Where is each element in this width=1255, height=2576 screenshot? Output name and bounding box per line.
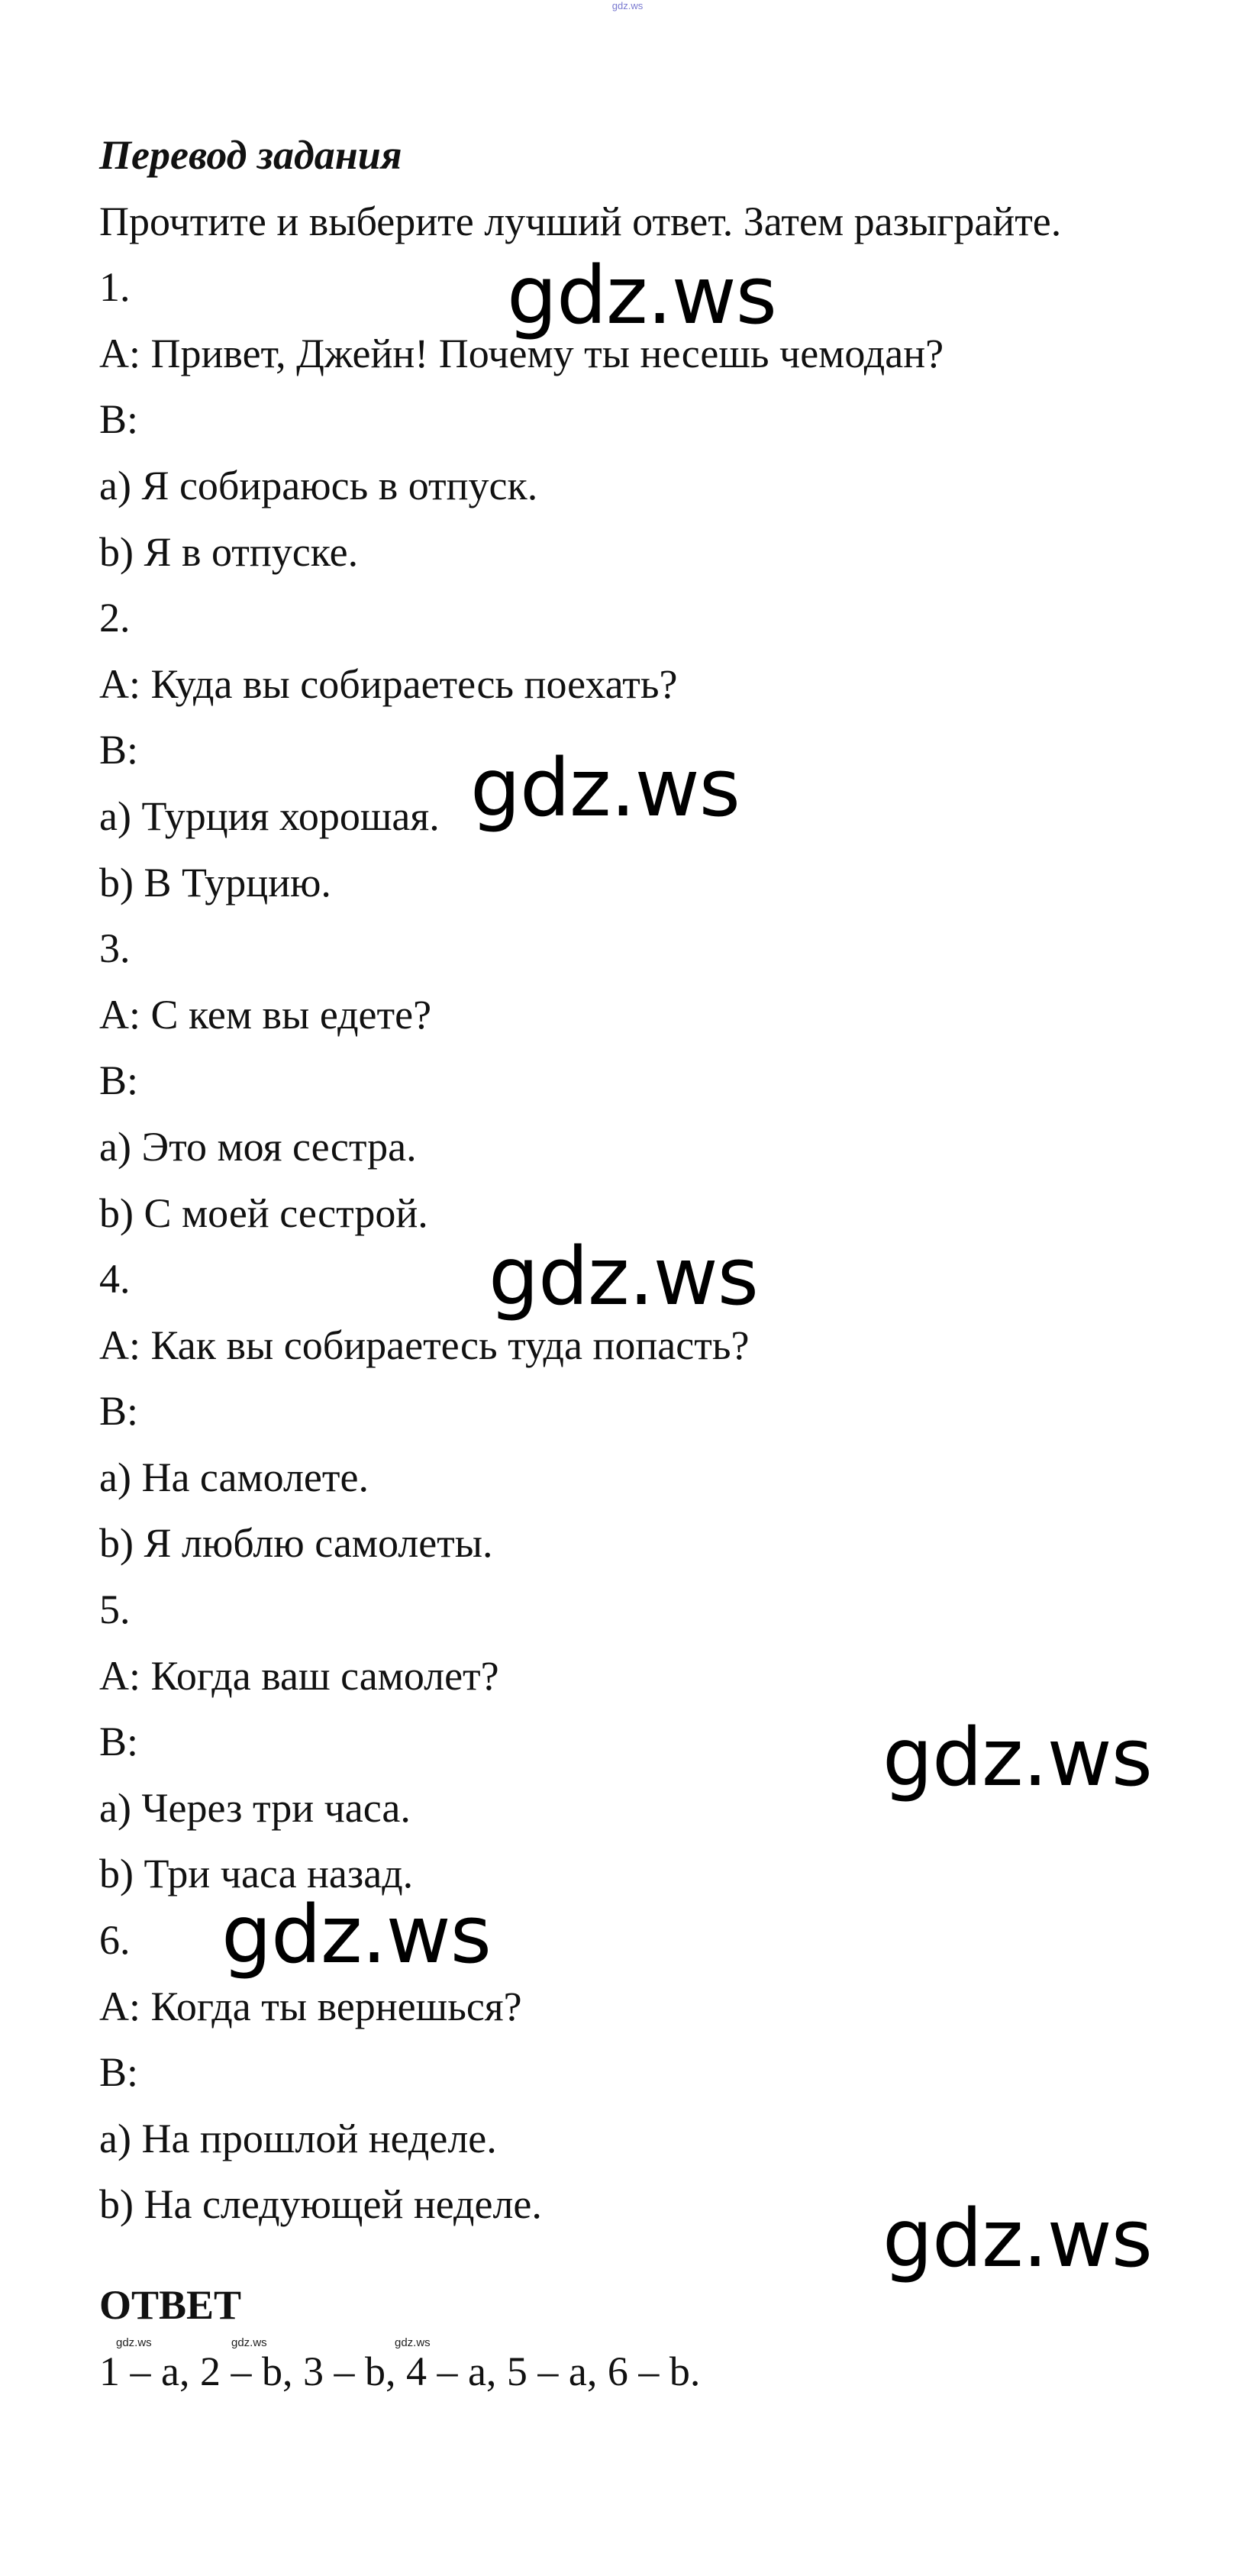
dialogue-number: 5. <box>99 1587 131 1633</box>
option-b: b) На следующей неделе. <box>99 2181 542 2228</box>
dialogue-b-label: B: <box>99 727 139 773</box>
option-b: b) Я люблю самолеты. <box>99 1520 493 1567</box>
dialogue-b-label: B: <box>99 2049 139 2096</box>
gdz-watermark: gdz.ws <box>882 2192 1152 2285</box>
small-watermark: gdz.ws <box>231 2336 267 2349</box>
dialogue-number: 3. <box>99 925 131 972</box>
option-a: a) Я собираюсь в отпуск. <box>99 462 538 508</box>
gdz-watermark: gdz.ws <box>470 741 740 834</box>
dialogue-b-label: B: <box>99 396 139 443</box>
gdz-watermark: gdz.ws <box>489 1230 758 1323</box>
dialogue-3 <box>99 915 1183 1246</box>
small-watermark: gdz.ws <box>395 2336 431 2349</box>
small-watermark: gdz.ws <box>116 2336 152 2349</box>
instruction-text: Прочтите и выберите лучший ответ. Затем разыграйте. <box>99 198 1062 244</box>
dialogue-b-label: B: <box>99 1719 139 1765</box>
dialogue-number: 2. <box>99 595 131 641</box>
answer-line <box>99 2336 1183 2405</box>
task-translation-heading: Перевод задания <box>99 132 402 178</box>
dialogue-b-label: B: <box>99 1388 139 1435</box>
option-b: b) Три часа назад. <box>99 1851 414 1897</box>
dialogue-question: A: С кем вы едете? <box>99 991 432 1038</box>
option-b: b) С моей сестрой. <box>99 1190 428 1236</box>
dialogue-question: A: Куда вы собираетесь поехать? <box>99 660 678 707</box>
option-b: b) Я в отпуске. <box>99 528 359 575</box>
gdz-watermark: gdz.ws <box>882 1711 1152 1804</box>
option-a: a) На прошлой неделе. <box>99 2115 497 2161</box>
option-a: a) Через три часа. <box>99 1784 411 1831</box>
option-b: b) В Турцию. <box>99 859 331 905</box>
dialogue-question: A: Когда ваш самолет? <box>99 1652 499 1699</box>
option-a: a) Турция хорошая. <box>99 792 440 839</box>
option-a: a) На самолете. <box>99 1454 369 1500</box>
dialogue-number: 6. <box>99 1917 131 1964</box>
answer-heading: ОТВЕТ <box>99 2282 242 2328</box>
top-watermark-mark: gdz.ws <box>611 0 644 11</box>
gdz-watermark: gdz.ws <box>221 1888 491 1981</box>
dialogue-number: 1. <box>99 264 131 311</box>
dialogue-question: A: Привет, Джейн! Почему ты несешь чемодан? <box>99 330 944 376</box>
dialogue-b-label: B: <box>99 1057 139 1104</box>
option-a: a) Это моя сестра. <box>99 1123 417 1170</box>
answer-text: 1 – a, 2 – b, 3 – b, 4 – a, 5 – a, 6 – b. <box>99 2348 701 2394</box>
dialogue-question: A: Как вы собираетесь туда попасть? <box>99 1322 750 1368</box>
dialogue-number: 4. <box>99 1256 131 1303</box>
dialogue-question: A: Когда ты вернешься? <box>99 1983 522 2029</box>
gdz-watermark: gdz.ws <box>507 249 776 342</box>
